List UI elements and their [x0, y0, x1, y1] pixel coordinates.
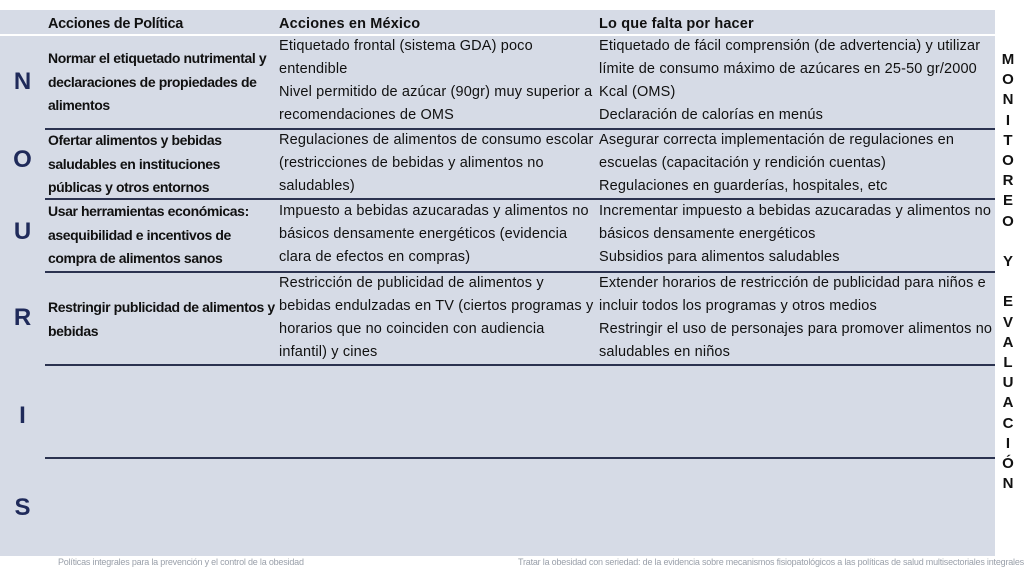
row-letter-o: O [13, 146, 32, 173]
side-letter: M [1001, 51, 1015, 68]
row-o-policy: Ofertar alimentos y bebidas saludables en instituciones públicas y otros entornos [48, 132, 222, 195]
side-letter: U [1002, 374, 1014, 392]
row-u-policy: Usar herramientas económicas: asequibilidad e incentivos de compra de alimentos sanos [48, 203, 249, 266]
row-u-todo-item: Incrementar impuesto a bebidas azucaradas y alimentos no básicos densamente energéticos [599, 203, 992, 242]
row-divider [45, 364, 995, 366]
row-n-todo-item: Declaración de calorías en menús [599, 107, 824, 123]
header-col-todo: Lo que falta por hacer [599, 16, 754, 32]
table-header [0, 10, 995, 36]
header-col-mexico: Acciones en México [279, 16, 421, 32]
side-letter: N [1002, 475, 1014, 493]
header-col-policy: Acciones de Política [48, 16, 184, 32]
row-u-todo [599, 200, 993, 269]
nourishing-table [0, 10, 995, 556]
side-word-evaluacion [998, 292, 1018, 494]
row-n-mexico-item: Nivel permitido de azúcar (90gr) muy superior a recomendaciones de OMS [279, 84, 593, 123]
row-r-todo-item: Restringir el uso de personajes para promover alimentos no saludables en niños [599, 321, 993, 360]
row-o-mexico-item: Regulaciones de alimentos de consumo escolar (restricciones de bebidas y alimentos no saludables) [279, 132, 594, 194]
side-letter: N [1002, 91, 1014, 109]
footer-left-text: Políticas integrales para la prevención y el control de la obesidad [58, 557, 304, 567]
side-letter: C [1002, 414, 1014, 432]
row-o-mexico [279, 129, 594, 198]
row-o-todo-item: Regulaciones en guarderías, hospitales, etc [599, 178, 888, 194]
row-n-mexico-item: Etiquetado frontal (sistema GDA) poco entendible [279, 38, 533, 77]
row-u-mexico [279, 200, 594, 269]
row-divider [45, 457, 995, 459]
row-n-mexico [279, 35, 594, 127]
side-letter: E [1002, 192, 1013, 210]
row-r-mexico-item: Restricción de publicidad de alimentos y bebidas endulzadas en TV (ciertos programas y horarios que no coinciden con audiencia infantil) y cines [279, 275, 594, 360]
row-u-todo-item: Subsidios para alimentos saludables [599, 249, 840, 265]
side-word-y [998, 252, 1018, 272]
row-r-mexico [279, 272, 594, 364]
side-letter: L [1003, 354, 1013, 372]
side-letter: T [1003, 131, 1013, 149]
side-letter: E [1002, 293, 1013, 311]
row-letter-n: N [13, 68, 32, 95]
side-letter: A [1002, 333, 1014, 351]
row-n-todo-item: Etiquetado de fácil comprensión (de advertencia) y utilizar límite de consumo máximo de azúcares en 25-50 gr/2000 Kcal (OMS) [599, 38, 981, 100]
row-u-mexico-item: Impuesto a bebidas azucaradas y alimentos no básicos densamente energéticos (evidencia clara de efectos en compras) [279, 203, 589, 265]
row-n-policy: Normar el etiquetado nutrimental y declaraciones de propiedades de alimentos [48, 50, 267, 113]
row-letter-u: U [13, 218, 32, 245]
side-letter: O [1002, 152, 1014, 170]
side-letter: I [1005, 434, 1011, 452]
side-letter: O [1002, 212, 1014, 230]
row-r-policy: Restringir publicidad de alimentos y bebidas [48, 299, 275, 339]
footer-right-text: Tratar la obesidad con seriedad: de la evidencia sobre mecanismos fisiopatológicos a las políticas de salud multisectoriales integrales [518, 557, 1024, 567]
side-letter: Ó [1002, 455, 1014, 473]
row-r-todo-item: Extender horarios de restricción de publicidad para niños e incluir todos los programas y otros medios [599, 275, 986, 314]
row-letter-s: S [14, 494, 31, 521]
side-letter: Y [1002, 253, 1013, 271]
row-o-todo-item: Asegurar correcta implementación de regulaciones en escuelas (capacitación y rendición cuentas) [599, 132, 955, 171]
side-word-monitoreo [998, 50, 1018, 232]
row-letter-r: R [13, 304, 32, 331]
row-o-todo [599, 129, 993, 198]
side-letter: I [1005, 111, 1011, 129]
side-vertical-label [998, 50, 1018, 494]
side-letter: R [1002, 172, 1014, 190]
row-letter-i: I [19, 402, 26, 429]
side-letter: V [1002, 313, 1013, 331]
side-letter: A [1002, 394, 1014, 412]
row-r-todo [599, 272, 993, 364]
side-letter: O [1002, 71, 1014, 89]
row-n-todo [599, 35, 993, 127]
